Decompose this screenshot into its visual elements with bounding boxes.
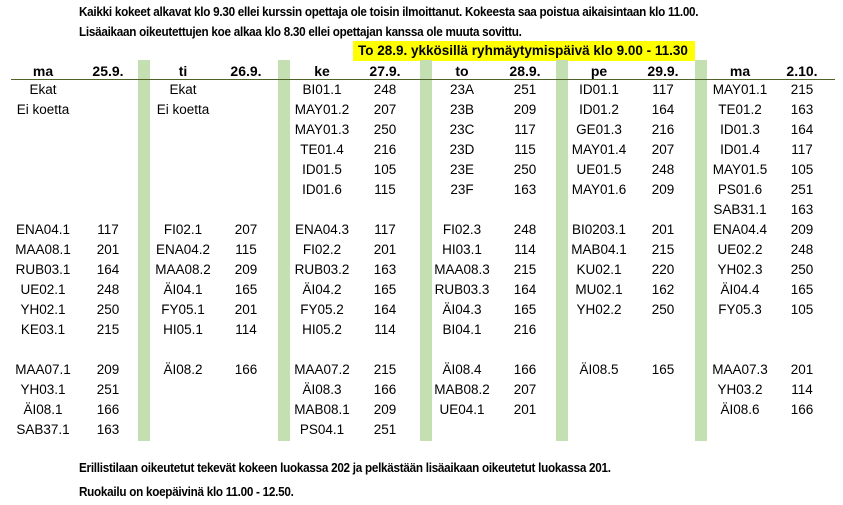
course-code: YH02.3 (717, 262, 763, 277)
note-extra-time: Lisäaikaan oikeutettujen koe alkaa klo 8.30 ellei opettajan kanssa ole muuta sovittu. (79, 24, 522, 39)
day-header: ma (729, 63, 751, 79)
room-number: 164 (513, 282, 537, 297)
day-header: ke (314, 63, 330, 79)
room-number: 163 (373, 262, 397, 277)
room-number: 209 (790, 222, 814, 237)
room-number: 250 (373, 122, 397, 137)
room-number: 166 (790, 402, 814, 417)
course-code: HI05.2 (302, 322, 342, 337)
course-code: RUB03.3 (434, 282, 490, 297)
course-code: MAA07.2 (294, 362, 350, 377)
room-number: 105 (373, 162, 397, 177)
room-number: 209 (234, 262, 258, 277)
course-code: BI0203.1 (571, 222, 627, 237)
course-code: TE01.4 (300, 142, 344, 157)
room-number: 117 (374, 222, 396, 237)
course-code: FY05.3 (718, 302, 762, 317)
course-code: MU02.1 (575, 282, 623, 297)
room-number: 166 (513, 362, 537, 377)
room-number: 251 (96, 382, 120, 397)
room-number: 250 (513, 162, 537, 177)
course-code: UE02.1 (20, 282, 66, 297)
course-code: TE01.2 (718, 102, 762, 117)
course-code: ÄI08.2 (163, 362, 203, 377)
course-code: MAA08.1 (15, 242, 71, 257)
room-number: 117 (514, 122, 536, 137)
room-number: 251 (373, 422, 397, 437)
date-header: 26.9. (230, 63, 262, 79)
course-code: MAB08.2 (434, 382, 490, 397)
course-code: ÄI08.3 (302, 382, 342, 397)
room-number: 250 (96, 302, 120, 317)
room-number: 114 (791, 382, 813, 397)
room-number: 165 (651, 362, 675, 377)
course-code: UE02.2 (717, 242, 763, 257)
room-number: 201 (651, 222, 675, 237)
room-number: 163 (513, 182, 537, 197)
day-header: ti (178, 63, 188, 79)
course-code: RUB03.2 (294, 262, 350, 277)
course-code: ENA04.1 (15, 222, 71, 237)
room-number: 115 (235, 242, 257, 257)
room-number: 117 (97, 222, 119, 237)
course-code: MAA08.3 (434, 262, 490, 277)
day-header: pe (590, 63, 608, 79)
date-header: 29.9. (647, 63, 679, 79)
course-code: MAA07.1 (15, 362, 71, 377)
course-code: SAB31.1 (713, 202, 767, 217)
course-code: YH02.1 (20, 302, 66, 317)
room-number: 215 (651, 242, 675, 257)
date-header: 25.9. (92, 63, 124, 79)
course-code: ÄI08.5 (579, 362, 619, 377)
course-code: KU02.1 (576, 262, 622, 277)
course-code: FI02.1 (163, 222, 203, 237)
course-code: Ekat (29, 82, 57, 97)
room-number: 209 (96, 362, 120, 377)
course-code: MAB04.1 (571, 242, 627, 257)
course-code: 23C (449, 122, 475, 137)
course-code: ID01.4 (720, 142, 760, 157)
footer-note-rooms: Erillistilaan oikeutetut tekevät kokeen luokassa 202 ja pelkästään lisäaikaan oikeutetut luokassa 201. (79, 460, 611, 475)
highlight-banner: To 28.9. ykkösillä ryhmäytymispäivä klo 9.00 - 11.30 (353, 41, 695, 61)
course-code: Ekat (169, 82, 197, 97)
room-number: 162 (651, 282, 675, 297)
course-code: 23A (449, 82, 475, 97)
room-number: 248 (373, 82, 397, 97)
room-number: 209 (373, 402, 397, 417)
date-header: 28.9. (509, 63, 541, 79)
course-code: ÄI04.4 (720, 282, 760, 297)
course-code: ÄI08.6 (720, 402, 760, 417)
header-rule (11, 79, 835, 80)
course-code: 23B (449, 102, 475, 117)
course-code: MAY01.6 (571, 182, 627, 197)
room-number: 105 (790, 302, 814, 317)
room-number: 166 (96, 402, 120, 417)
course-code: YH03.1 (20, 382, 66, 397)
course-code: MAA08.2 (155, 262, 211, 277)
course-code: HI03.1 (442, 242, 482, 257)
room-number: 215 (373, 362, 397, 377)
room-number: 207 (513, 382, 537, 397)
room-number: 216 (373, 142, 397, 157)
course-code: MAY01.4 (571, 142, 627, 157)
room-number: 114 (235, 322, 257, 337)
room-number: 164 (790, 122, 814, 137)
course-code: 23D (449, 142, 475, 157)
room-number: 115 (374, 182, 396, 197)
course-code: 23F (450, 182, 474, 197)
course-code: PS04.1 (299, 422, 345, 437)
course-code: ÄI04.1 (163, 282, 203, 297)
course-code: ID01.3 (720, 122, 760, 137)
course-code: MAY01.5 (712, 162, 768, 177)
note-exam-start-time: Kaikki kokeet alkavat klo 9.30 ellei kurssin opettaja ole toisin ilmoittanut. Kokeesta saa poistua aikaisintaan klo 11.00. (79, 4, 699, 19)
course-code: MAY01.3 (294, 122, 350, 137)
course-code: ENA04.3 (294, 222, 350, 237)
room-number: 216 (513, 322, 537, 337)
course-code: FI02.3 (442, 222, 482, 237)
course-code: ID01.2 (579, 102, 619, 117)
course-code: ÄI08.1 (23, 402, 63, 417)
day-header: to (455, 63, 469, 79)
course-code: GE01.3 (576, 122, 622, 137)
course-code: ID01.1 (579, 82, 619, 97)
room-number: 165 (234, 282, 258, 297)
room-number: 209 (651, 182, 675, 197)
room-number: 248 (513, 222, 537, 237)
room-number: 165 (790, 282, 814, 297)
room-number: 164 (651, 102, 675, 117)
room-number: 215 (790, 82, 814, 97)
room-number: 115 (514, 142, 536, 157)
course-code: ID01.6 (302, 182, 342, 197)
room-number: 105 (790, 162, 814, 177)
course-code: SAB37.1 (16, 422, 70, 437)
room-number: 251 (790, 182, 814, 197)
room-number: 117 (791, 142, 813, 157)
room-number: 207 (651, 142, 675, 157)
course-code: FY05.2 (300, 302, 344, 317)
course-code: ENA04.2 (155, 242, 211, 257)
room-number: 166 (234, 362, 258, 377)
room-number: 163 (790, 202, 814, 217)
course-code: BI01.1 (302, 82, 342, 97)
course-code: MAB08.1 (294, 402, 350, 417)
course-code: ÄI08.4 (442, 362, 482, 377)
room-number: 215 (96, 322, 120, 337)
room-number: 201 (790, 362, 814, 377)
room-number: 117 (652, 82, 674, 97)
room-number: 201 (513, 402, 537, 417)
room-number: 163 (96, 422, 120, 437)
room-number: 207 (234, 222, 258, 237)
date-header: 27.9. (369, 63, 401, 79)
course-code: BI04.1 (442, 322, 482, 337)
course-code: ÄI04.3 (442, 302, 482, 317)
room-number: 165 (513, 302, 537, 317)
room-number: 201 (234, 302, 258, 317)
room-number: 248 (96, 282, 120, 297)
room-number: 248 (651, 162, 675, 177)
course-code: MAA07.3 (712, 362, 768, 377)
footer-note-lunch: Ruokailu on koepäivinä klo 11.00 - 12.50. (79, 484, 294, 499)
room-number: 164 (96, 262, 120, 277)
course-code: PS01.6 (717, 182, 763, 197)
course-code: YH02.2 (576, 302, 622, 317)
course-code: ID01.5 (302, 162, 342, 177)
course-code: ÄI04.2 (302, 282, 342, 297)
room-number: 164 (373, 302, 397, 317)
room-number: 220 (651, 262, 675, 277)
course-code: YH03.2 (717, 382, 763, 397)
course-code: KE03.1 (20, 322, 66, 337)
room-number: 201 (373, 242, 397, 257)
course-code: ENA04.4 (712, 222, 768, 237)
course-code: MAY01.2 (294, 102, 350, 117)
course-code: FI02.2 (302, 242, 342, 257)
room-number: 215 (513, 262, 537, 277)
course-code: MAY01.1 (712, 82, 768, 97)
room-number: 165 (373, 282, 397, 297)
course-code: RUB03.1 (15, 262, 71, 277)
course-code: FY05.1 (161, 302, 205, 317)
course-code: 23E (449, 162, 475, 177)
room-number: 201 (96, 242, 120, 257)
room-number: 163 (790, 102, 814, 117)
course-code: Ei koetta (156, 102, 210, 117)
room-number: 207 (373, 102, 397, 117)
room-number: 166 (373, 382, 397, 397)
date-header: 2.10. (786, 63, 818, 79)
day-header: ma (32, 63, 54, 79)
room-number: 251 (513, 82, 537, 97)
room-number: 250 (790, 262, 814, 277)
room-number: 250 (651, 302, 675, 317)
room-number: 114 (374, 322, 396, 337)
course-code: UE04.1 (439, 402, 485, 417)
room-number: 216 (651, 122, 675, 137)
course-code: Ei koetta (16, 102, 70, 117)
room-number: 209 (513, 102, 537, 117)
room-number: 248 (790, 242, 814, 257)
course-code: UE01.5 (576, 162, 622, 177)
room-number: 114 (514, 242, 536, 257)
course-code: HI05.1 (163, 322, 203, 337)
